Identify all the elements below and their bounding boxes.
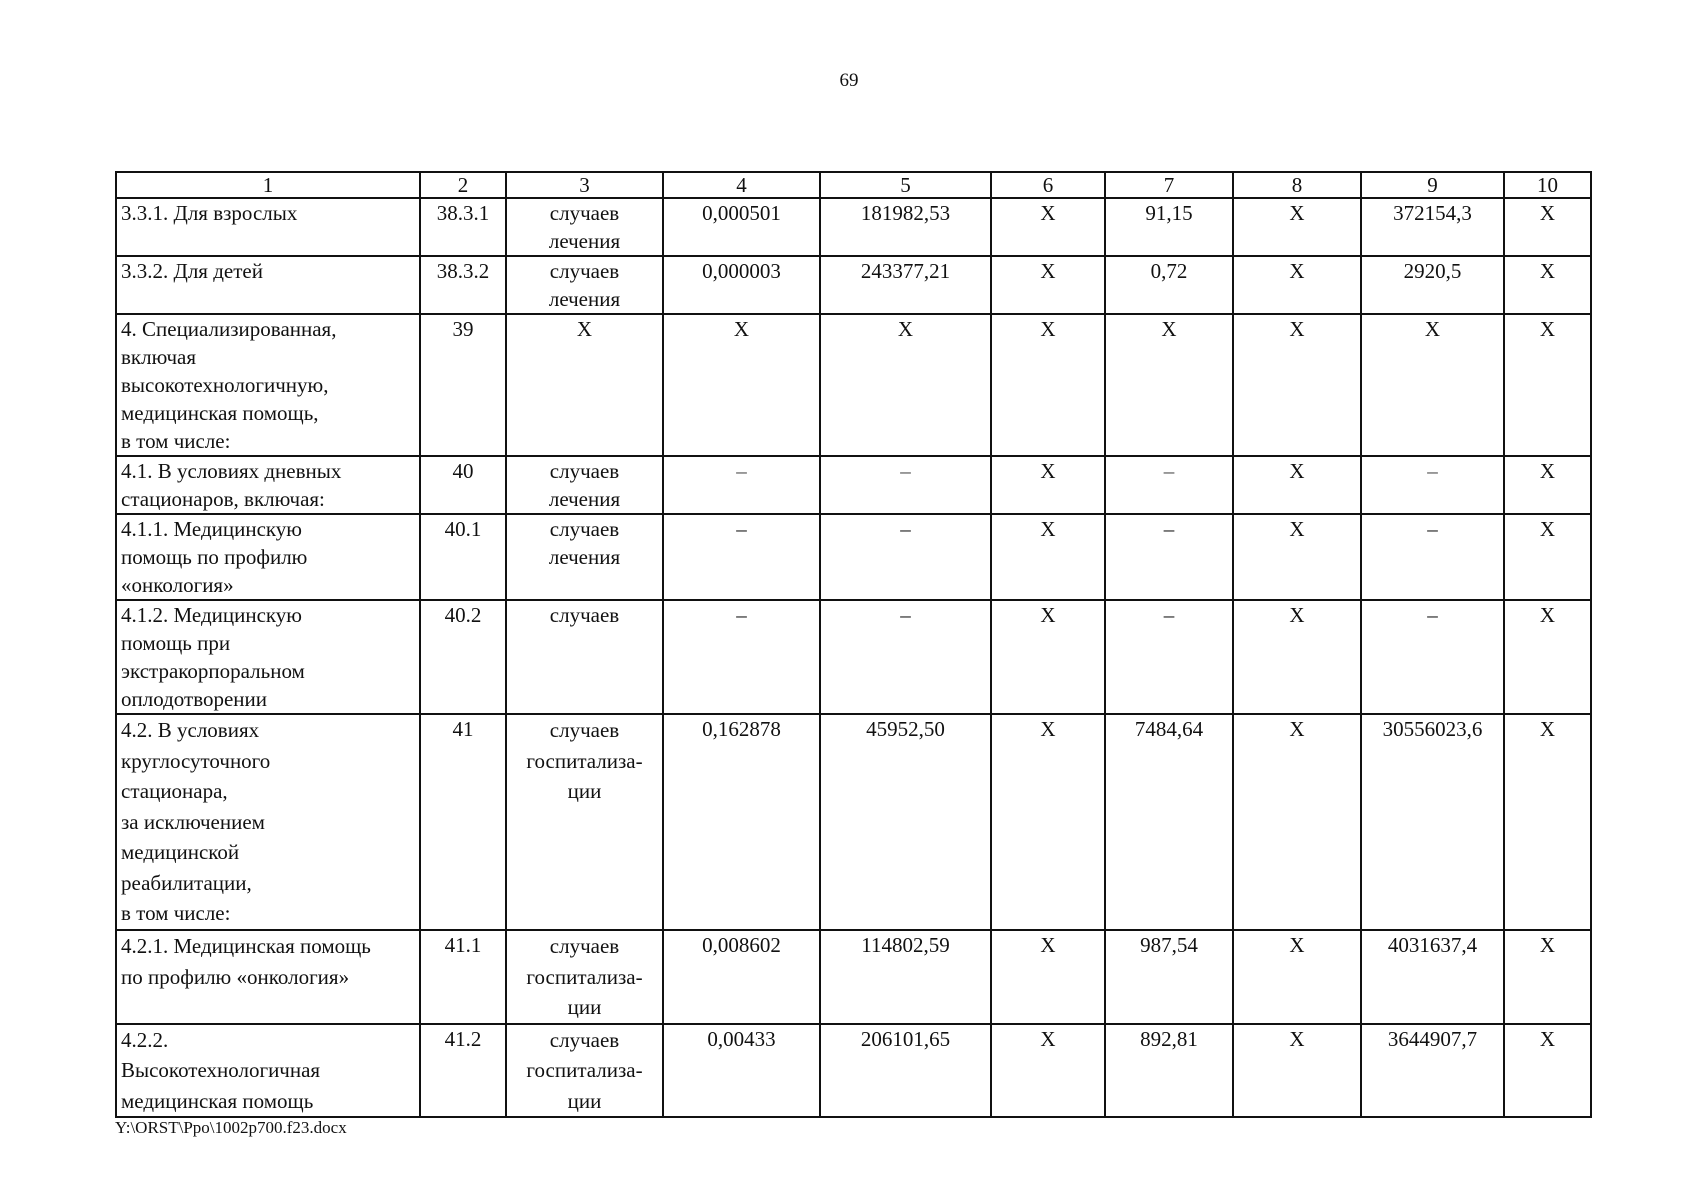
row-label: 4.1.1. Медицинскую помощь по профилю «онкология» <box>116 514 420 600</box>
value-cell: – <box>820 456 991 514</box>
value-cell: 4031637,4 <box>1361 930 1504 1024</box>
row-label: 4.2. В условиях круглосуточного стационара, за исключением медицинской реабилитации, в том числе: <box>116 714 420 930</box>
value-cell: X <box>1504 256 1591 314</box>
footer-file-path: Y:\ORST\Ppo\1002p700.f23.docx <box>115 1118 347 1137</box>
value-cell: X <box>991 600 1105 714</box>
value-cell: 0,000501 <box>663 198 820 256</box>
value-cell: 30556023,6 <box>1361 714 1504 930</box>
value-cell: X <box>1504 930 1591 1024</box>
unit-cell: случаев госпитализа- ции <box>506 1024 663 1118</box>
row-code: 40.1 <box>420 514 506 600</box>
unit-cell: случаев лечения <box>506 198 663 256</box>
value-cell: X <box>991 198 1105 256</box>
value-cell: 0,008602 <box>663 930 820 1024</box>
row-label: 3.3.2. Для детей <box>116 256 420 314</box>
row-code: 41.1 <box>420 930 506 1024</box>
table-row <box>116 1024 1591 1118</box>
value-cell: X <box>1504 198 1591 256</box>
value-cell: 45952,50 <box>820 714 991 930</box>
value-cell: 0,162878 <box>663 714 820 930</box>
row-code: 40 <box>420 456 506 514</box>
value-cell: – <box>1361 514 1504 600</box>
value-cell: X <box>1361 314 1504 456</box>
value-cell: X <box>1233 600 1361 714</box>
value-cell: 987,54 <box>1105 930 1233 1024</box>
unit-cell: случаев лечения <box>506 456 663 514</box>
value-cell: 892,81 <box>1105 1024 1233 1118</box>
value-cell: 0,000003 <box>663 256 820 314</box>
value-cell: X <box>663 314 820 456</box>
row-code: 40.2 <box>420 600 506 714</box>
value-cell: – <box>820 600 991 714</box>
value-cell: – <box>1105 514 1233 600</box>
row-label: 4.1.2. Медицинскую помощь при экстракорпоральном оплодотворении <box>116 600 420 714</box>
value-cell: 372154,3 <box>1361 198 1504 256</box>
value-cell: – <box>663 600 820 714</box>
row-code: 38.3.2 <box>420 256 506 314</box>
value-cell: X <box>1233 314 1361 456</box>
table-row <box>116 314 1591 456</box>
table-row <box>116 930 1591 1024</box>
value-cell: X <box>1504 314 1591 456</box>
value-cell: X <box>1504 714 1591 930</box>
row-code: 38.3.1 <box>420 198 506 256</box>
row-label: 4. Специализированная, включая высокотехнологичную, медицинская помощь, в том числе: <box>116 314 420 456</box>
value-cell: X <box>991 256 1105 314</box>
table-row <box>116 514 1591 600</box>
value-cell: – <box>663 456 820 514</box>
value-cell: X <box>1504 1024 1591 1118</box>
row-label: 4.2.1. Медицинская помощь по профилю «онкология» <box>116 930 420 1024</box>
value-cell: 206101,65 <box>820 1024 991 1118</box>
column-header: 2 <box>420 172 506 198</box>
column-header: 8 <box>1233 172 1361 198</box>
value-cell: X <box>991 1024 1105 1118</box>
value-cell: – <box>820 514 991 600</box>
value-cell: – <box>1361 456 1504 514</box>
value-cell: – <box>1105 456 1233 514</box>
column-header: 9 <box>1361 172 1504 198</box>
value-cell: 114802,59 <box>820 930 991 1024</box>
unit-cell: случаев <box>506 600 663 714</box>
value-cell: X <box>1233 930 1361 1024</box>
table-row <box>116 456 1591 514</box>
data-table <box>115 171 1592 1118</box>
table-row <box>116 714 1591 930</box>
row-code: 41 <box>420 714 506 930</box>
unit-cell: случаев лечения <box>506 514 663 600</box>
value-cell: X <box>1233 456 1361 514</box>
value-cell: 243377,21 <box>820 256 991 314</box>
value-cell: 91,15 <box>1105 198 1233 256</box>
value-cell: 3644907,7 <box>1361 1024 1504 1118</box>
value-cell: X <box>820 314 991 456</box>
column-header: 3 <box>506 172 663 198</box>
value-cell: X <box>1233 1024 1361 1118</box>
value-cell: 7484,64 <box>1105 714 1233 930</box>
value-cell: X <box>1504 600 1591 714</box>
value-cell: X <box>1233 514 1361 600</box>
column-header: 4 <box>663 172 820 198</box>
value-cell: X <box>1233 714 1361 930</box>
value-cell: 0,00433 <box>663 1024 820 1118</box>
unit-cell: случаев госпитализа- ции <box>506 714 663 930</box>
value-cell: – <box>1105 600 1233 714</box>
value-cell: X <box>1233 256 1361 314</box>
column-header: 5 <box>820 172 991 198</box>
value-cell: – <box>1361 600 1504 714</box>
value-cell: X <box>991 456 1105 514</box>
column-header: 6 <box>991 172 1105 198</box>
column-header: 10 <box>1504 172 1591 198</box>
row-label: 4.1. В условиях дневных стационаров, включая: <box>116 456 420 514</box>
value-cell: X <box>991 930 1105 1024</box>
value-cell: X <box>1233 198 1361 256</box>
unit-cell: случаев госпитализа- ции <box>506 930 663 1024</box>
value-cell: X <box>1504 514 1591 600</box>
table-row <box>116 256 1591 314</box>
value-cell: X <box>1504 456 1591 514</box>
value-cell: X <box>991 714 1105 930</box>
table-row <box>116 600 1591 714</box>
header-row <box>116 172 1591 198</box>
row-code: 41.2 <box>420 1024 506 1118</box>
page-number: 69 <box>839 70 859 91</box>
row-label: 3.3.1. Для взрослых <box>116 198 420 256</box>
unit-cell: X <box>506 314 663 456</box>
value-cell: 181982,53 <box>820 198 991 256</box>
value-cell: 0,72 <box>1105 256 1233 314</box>
row-label: 4.2.2. Высокотехнологичная медицинская помощь <box>116 1024 420 1118</box>
value-cell: X <box>991 314 1105 456</box>
column-header: 1 <box>116 172 420 198</box>
column-header: 7 <box>1105 172 1233 198</box>
value-cell: – <box>663 514 820 600</box>
value-cell: X <box>991 514 1105 600</box>
unit-cell: случаев лечения <box>506 256 663 314</box>
row-code: 39 <box>420 314 506 456</box>
value-cell: 2920,5 <box>1361 256 1504 314</box>
table-row <box>116 198 1591 256</box>
value-cell: X <box>1105 314 1233 456</box>
